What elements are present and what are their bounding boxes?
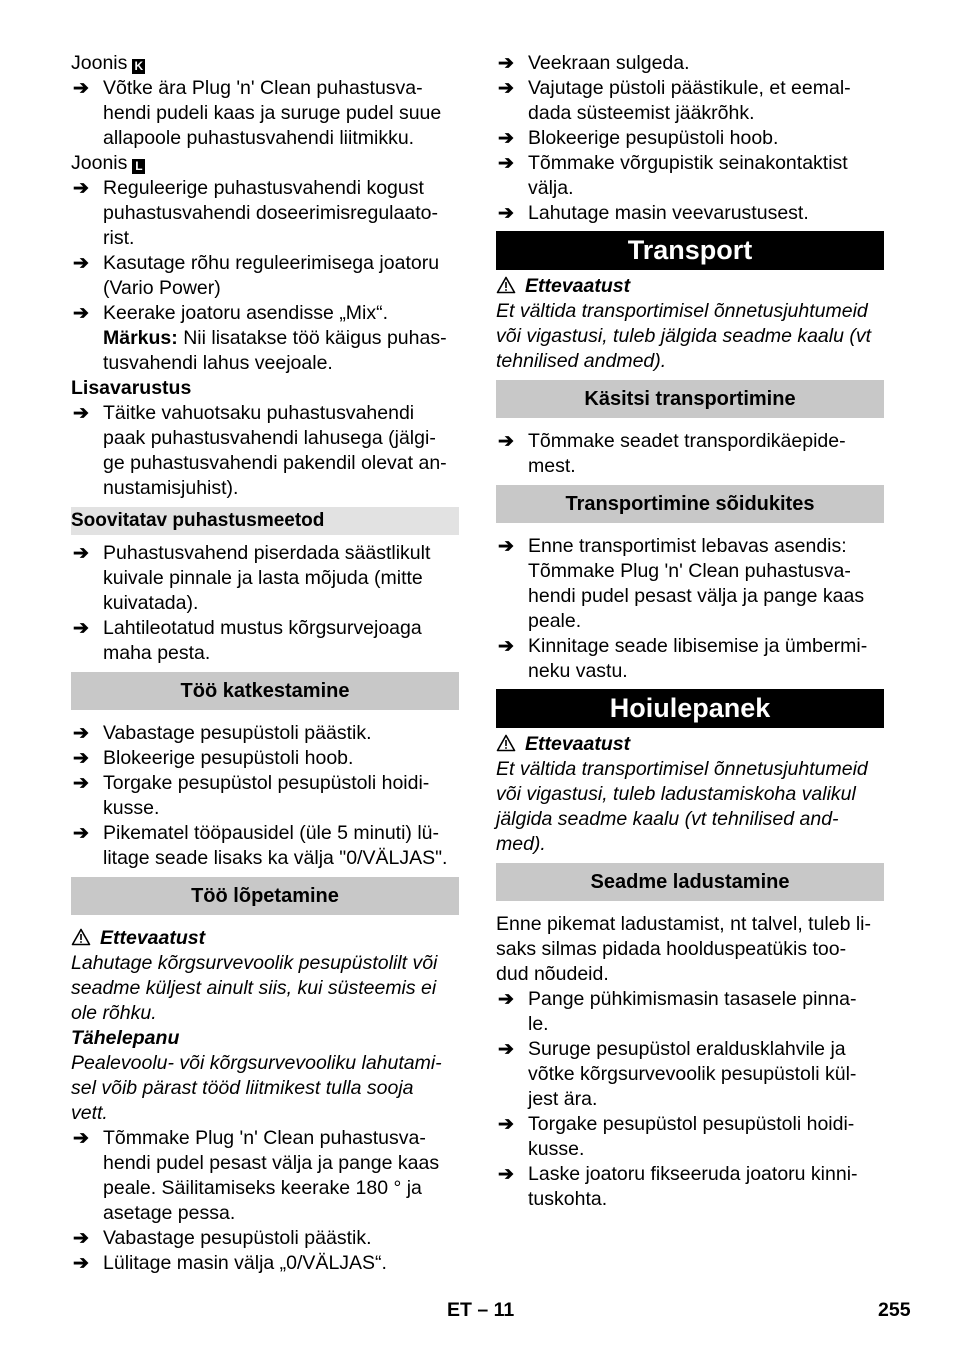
bullet-item: [71, 616, 459, 666]
arrow-right-icon: ➔: [73, 823, 89, 844]
text-line: dud nõudeid.: [496, 963, 609, 985]
bullet-item: [496, 1037, 884, 1112]
arrow-right-icon: ➔: [73, 543, 89, 564]
bullet-text-line: Laske joatoru fikseeruda joatoru kinni-: [528, 1163, 858, 1185]
arrow-right-icon: ➔: [73, 1228, 89, 1249]
text-line: Et vältida transportimisel õnnetusjuhtumeid: [496, 758, 868, 780]
left-column: [71, 51, 459, 1276]
bullet-text-line: hendi pudel pesast välja ja pange kaas: [103, 1152, 440, 1174]
bullet-item: [71, 1251, 459, 1276]
bullet-text-line: Tõmmake Plug 'n' Clean puhastusva-: [528, 560, 851, 582]
method-heading: Soovitatav puhastusmeetod: [71, 507, 459, 535]
page-footer-label: ET – 11: [447, 1299, 515, 1321]
bullet-text-line: kuivale pinnale ja lasta mõjuda (mitte: [103, 567, 423, 589]
bullet-item: [496, 151, 884, 201]
arrow-right-icon: ➔: [498, 53, 514, 74]
bullet-text-line: puhastusvahendi doseerimisregulaato-: [103, 202, 438, 224]
bullet-text-line: võtke kõrgsurvevoolik pesupüstoli kül-: [528, 1063, 857, 1085]
bullet-text-line: Tõmmake Plug 'n' Clean puhastusva-: [103, 1127, 426, 1149]
arrow-right-icon: ➔: [498, 1039, 514, 1060]
arrow-right-icon: ➔: [498, 203, 514, 224]
section-heading-device-storage: Seadme ladustamine: [496, 863, 884, 901]
arrow-right-icon: ➔: [73, 303, 89, 324]
right-column: [496, 51, 884, 1212]
accessory-heading: Lisavarustus: [71, 377, 192, 399]
chapter-heading-transport: Transport: [496, 231, 884, 270]
arrow-right-icon: ➔: [498, 1164, 514, 1185]
text-line: sel võib pärast tööd liitmikest tulla sooja: [71, 1077, 414, 1099]
bullet-item: [71, 301, 459, 326]
bullet-item: [71, 541, 459, 616]
bullet-text-line: Tõmmake seadet transpordikäepide-: [528, 430, 846, 452]
text-line: tehnilised andmed).: [496, 350, 667, 372]
bullet-item: [71, 746, 459, 771]
text-line: Lahutage kõrgsurvevoolik pesupüstolilt või: [71, 952, 438, 974]
bullet-text-line: Täitke vahuotsaku puhastusvahendi: [103, 402, 415, 424]
arrow-right-icon: ➔: [73, 723, 89, 744]
bullet-text-line: Blokeerige pesupüstoli hoob.: [528, 127, 779, 149]
warning-triangle-icon: [496, 734, 516, 752]
text-line: med).: [496, 833, 546, 855]
arrow-right-icon: ➔: [498, 1114, 514, 1135]
arrow-right-icon: ➔: [73, 178, 89, 199]
figure-letter-badge: L: [132, 159, 145, 174]
bullet-text-line: neku vastu.: [528, 660, 628, 682]
note-paragraph: Märkus: Nii lisatakse töö käigus puhas-: [103, 327, 447, 349]
bullet-item: [71, 771, 459, 821]
text-line: või vigastusi, tuleb ladustamiskoha valikul: [496, 783, 856, 805]
arrow-right-icon: ➔: [498, 536, 514, 557]
bullet-text-line: Vabastage pesupüstoli päästik.: [103, 722, 372, 744]
warning-heading: Ettevaatust: [71, 926, 459, 951]
arrow-right-icon: ➔: [73, 618, 89, 639]
bullet-text-line: Enne transportimist lebavas asendis:: [528, 535, 847, 557]
arrow-right-icon: ➔: [73, 748, 89, 769]
arrow-right-icon: ➔: [73, 253, 89, 274]
bullet-text-line: dada süsteemist jääkrõhk.: [528, 102, 755, 124]
bullet-text-line: Vabastage pesupüstoli päästik.: [103, 1227, 372, 1249]
bullet-text-line: Keerake joatoru asendisse „Mix“.: [103, 302, 389, 324]
text-line: Pealevoolu- või kõrgsurvevooliku lahutami-: [71, 1052, 442, 1074]
warning-text: [496, 757, 884, 857]
bullet-text-line: litage seade lisaks ka välja "0/VÄLJAS".: [103, 847, 448, 869]
bullet-text-line: välja.: [528, 177, 574, 199]
text-line: seadme küljest ainult siis, kui süsteemis ei: [71, 977, 437, 999]
bullet-text-line: kusse.: [103, 797, 160, 819]
bullet-text-line: Kinnitage seade libisemise ja ümbermi-: [528, 635, 868, 657]
arrow-right-icon: ➔: [73, 1128, 89, 1149]
warning-text: [71, 951, 459, 1026]
bullet-item: [496, 76, 884, 126]
text-line: või vigastusi, tuleb jälgida seadme kaalu (vt: [496, 325, 872, 347]
arrow-right-icon: ➔: [498, 78, 514, 99]
bullet-item: [71, 401, 459, 501]
bullet-text-line: kuivatada).: [103, 592, 199, 614]
attention-heading: Tähelepanu: [71, 1027, 180, 1049]
bullet-text-line: kusse.: [528, 1138, 585, 1160]
bullet-text-line: allapoole puhastusvahendi liitmikku.: [103, 127, 415, 149]
arrow-right-icon: ➔: [73, 78, 89, 99]
warning-triangle-icon: [496, 276, 516, 294]
arrow-right-icon: ➔: [73, 773, 89, 794]
bullet-text-line: peale. Säilitamiseks keerake 180 ° ja: [103, 1177, 422, 1199]
warning-heading: Ettevaatust: [496, 274, 884, 299]
note-label: Märkus:: [103, 327, 178, 349]
bullet-item: [71, 176, 459, 251]
warning-text: [496, 299, 884, 374]
bullet-text-line: Suruge pesupüstol eraldusklahvile ja: [528, 1038, 846, 1060]
bullet-text-line: asetage pessa.: [103, 1202, 236, 1224]
bullet-item: [71, 1226, 459, 1251]
bullet-text-line: mest.: [528, 455, 576, 477]
bullet-text-line: Lahutage masin veevarustusest.: [528, 202, 809, 224]
page-number: 255: [878, 1299, 911, 1321]
bullet-text-line: Torgake pesupüstol pesupüstoli hoidi-: [528, 1113, 855, 1135]
arrow-right-icon: ➔: [73, 403, 89, 424]
bullet-text-line: Torgake pesupüstol pesupüstoli hoidi-: [103, 772, 430, 794]
attention-text: [71, 1051, 459, 1126]
arrow-right-icon: ➔: [498, 989, 514, 1010]
bullet-text-line: maha pesta.: [103, 642, 211, 664]
bullet-item: [496, 634, 884, 684]
chapter-heading-storage: Hoiulepanek: [496, 689, 884, 728]
bullet-text-line: Lahtileotatud mustus kõrgsurvejoaga: [103, 617, 422, 639]
arrow-right-icon: ➔: [498, 431, 514, 452]
text-line: ole rõhku.: [71, 1002, 157, 1024]
bullet-item: [496, 51, 884, 76]
bullet-text-line: Võtke ära Plug 'n' Clean puhastusva-: [103, 77, 423, 99]
text-line: Et vältida transportimisel õnnetusjuhtumeid: [496, 300, 868, 322]
arrow-right-icon: ➔: [73, 1253, 89, 1274]
storage-paragraph: [496, 912, 884, 987]
figure-letter-badge: K: [132, 59, 145, 74]
section-heading-end: Töö lõpetamine: [71, 877, 459, 915]
warning-heading: Ettevaatust: [496, 732, 884, 757]
bullet-item: [496, 1162, 884, 1212]
bullet-item: [496, 429, 884, 479]
section-heading-vehicle-transport: Transportimine sõidukites: [496, 485, 884, 523]
bullet-text-line: ge puhastusvahendi pakendil olevat an-: [103, 452, 447, 474]
arrow-right-icon: ➔: [498, 128, 514, 149]
text-line: vett.: [71, 1102, 108, 1124]
bullet-text-line: hendi pudeli kaas ja suruge pudel suue: [103, 102, 442, 124]
bullet-item: [71, 76, 459, 151]
bullet-text-line: (Vario Power): [103, 277, 221, 299]
figure-reference: Joonis K: [71, 51, 459, 76]
bullet-text-line: Veekraan sulgeda.: [528, 52, 690, 74]
bullet-text-line: Vajutage püstoli päästikule, et eemal-: [528, 77, 851, 99]
text-line: Enne pikemat ladustamist, nt talvel, tuleb li-: [496, 913, 872, 935]
bullet-item: [496, 1112, 884, 1162]
bullet-text-line: Kasutage rõhu reguleerimisega joatoru: [103, 252, 440, 274]
warning-triangle-icon: [71, 928, 91, 946]
text-line: jälgida seadme kaalu (vt tehnilised and-: [496, 808, 839, 830]
bullet-item: [496, 201, 884, 226]
bullet-text-line: tuskohta.: [528, 1188, 608, 1210]
section-heading-manual-transport: Käsitsi transportimine: [496, 380, 884, 418]
bullet-text-line: le.: [528, 1013, 549, 1035]
bullet-item: [71, 821, 459, 871]
bullet-text-line: Puhastusvahend piserdada säästlikult: [103, 542, 431, 564]
bullet-item: [71, 1126, 459, 1226]
bullet-text-line: Blokeerige pesupüstoli hoob.: [103, 747, 354, 769]
arrow-right-icon: ➔: [498, 636, 514, 657]
section-heading-interrupt: Töö katkestamine: [71, 672, 459, 710]
figure-reference: Joonis L: [71, 151, 459, 176]
bullet-text-line: paak puhastusvahendi lahusega (jälgi-: [103, 427, 436, 449]
bullet-item: [496, 534, 884, 634]
bullet-item: [496, 126, 884, 151]
bullet-text-line: nustamisjuhist).: [103, 477, 239, 499]
bullet-text-line: jest ära.: [528, 1088, 598, 1110]
bullet-text-line: Pikematel tööpausidel (üle 5 minuti) lü-: [103, 822, 439, 844]
bullet-text-line: Pange pühkimismasin tasasele pinna-: [528, 988, 857, 1010]
bullet-text-line: rist.: [103, 227, 135, 249]
bullet-text-line: hendi pudel pesast välja ja pange kaas: [528, 585, 865, 607]
note-continuation: tusvahendi lahus veejoale.: [103, 352, 333, 374]
bullet-text-line: peale.: [528, 610, 582, 632]
bullet-item: [71, 251, 459, 301]
bullet-text-line: Lülitage masin välja „0/VÄLJAS“.: [103, 1252, 387, 1274]
arrow-right-icon: ➔: [498, 153, 514, 174]
text-line: saks silmas pidada hoolduspeatükis too-: [496, 938, 847, 960]
bullet-text-line: Tõmmake võrgupistik seinakontaktist: [528, 152, 848, 174]
bullet-item: [496, 987, 884, 1037]
bullet-item: [71, 721, 459, 746]
bullet-text-line: Reguleerige puhastusvahendi kogust: [103, 177, 424, 199]
